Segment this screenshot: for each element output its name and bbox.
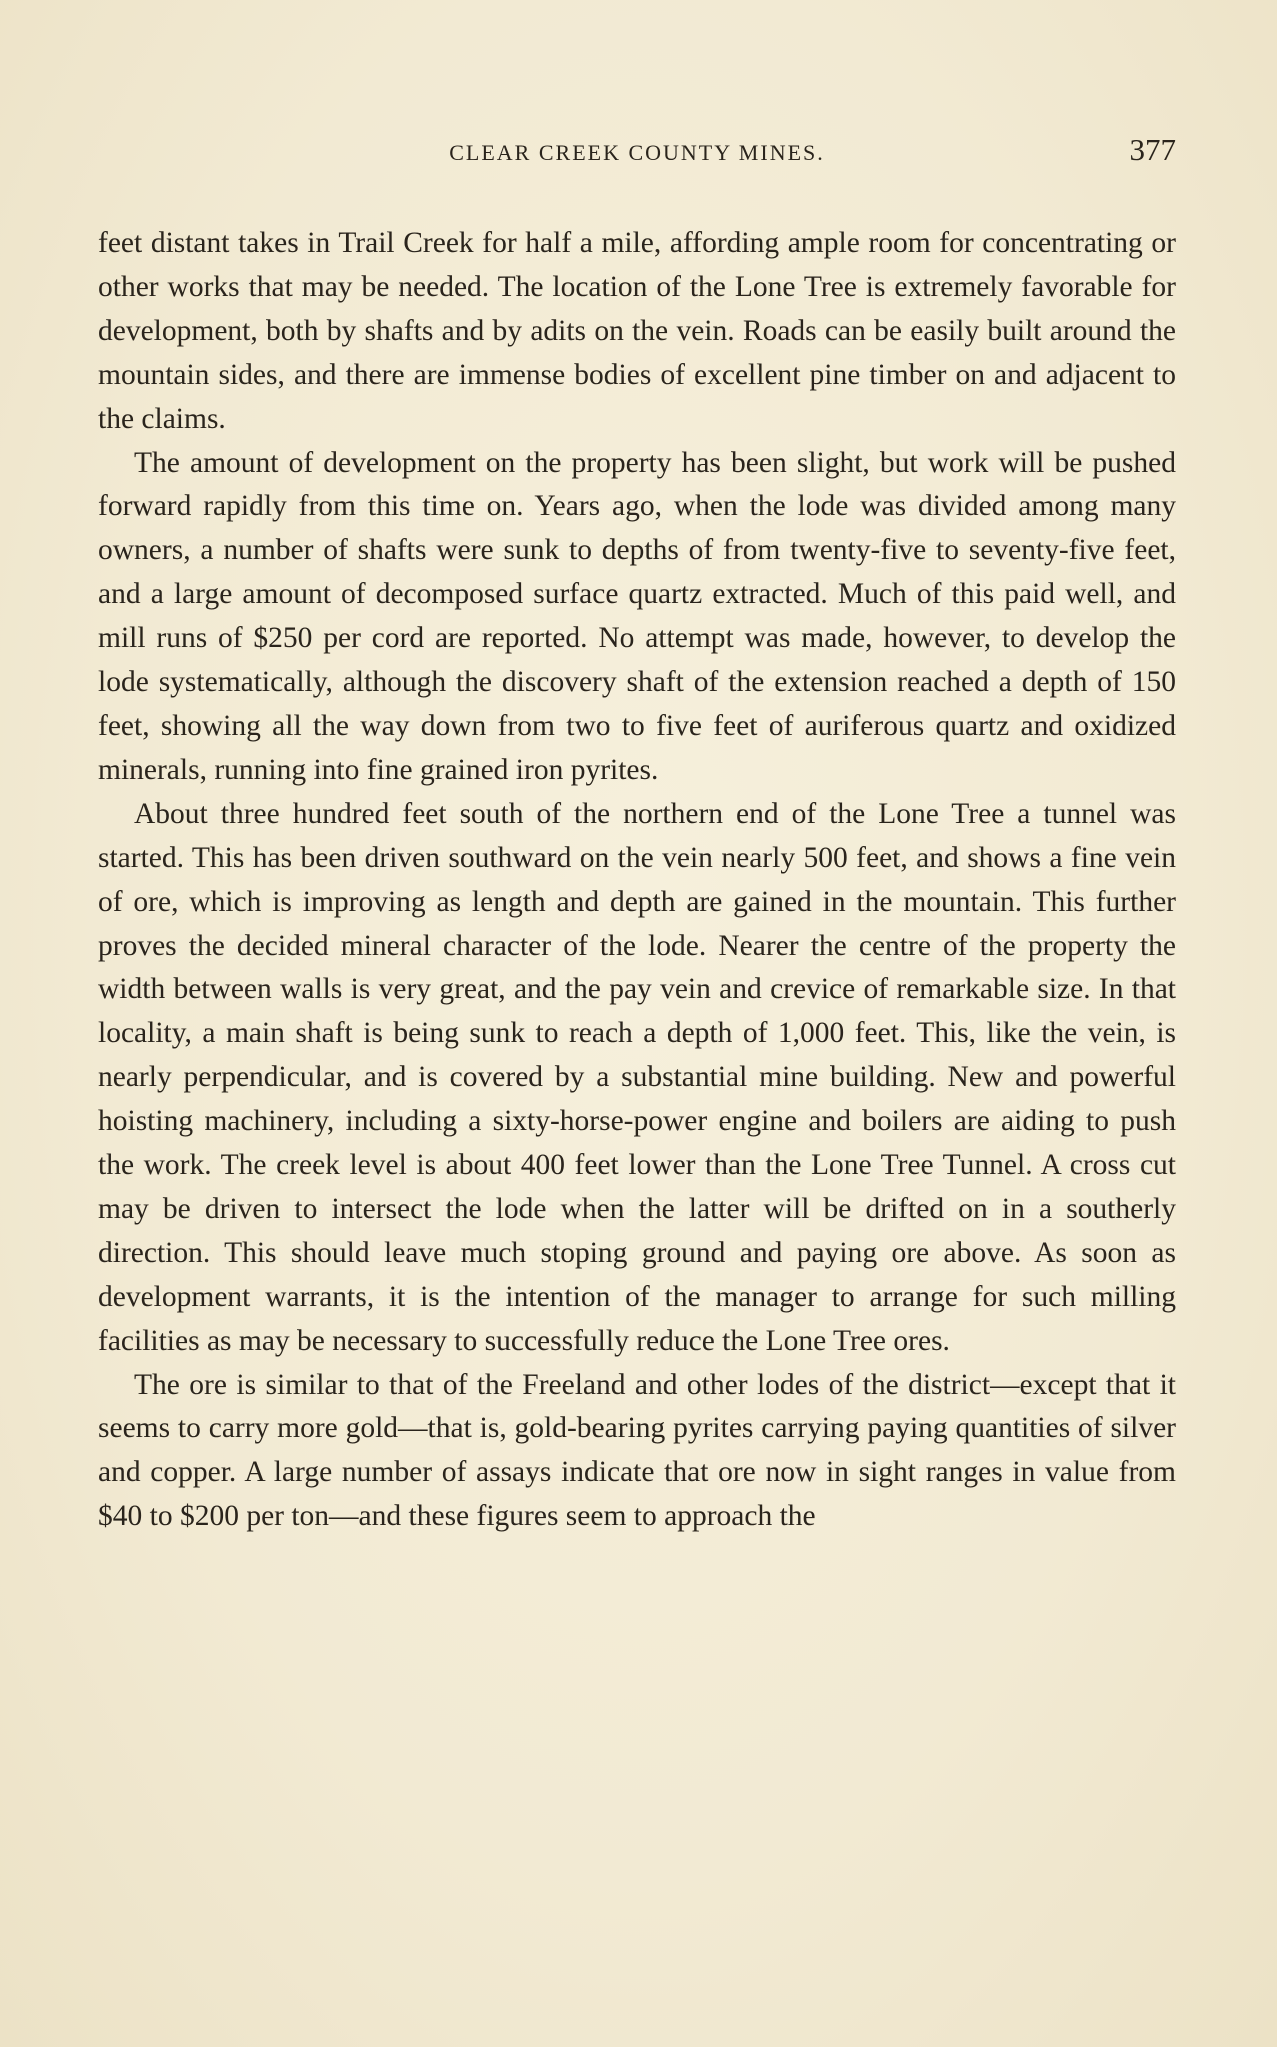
paragraph-1: feet distant takes in Trail Creek for half a mile, affording ample room for concentrating or other works that may be needed. The location of the Lone Tree is extremely favorable for development, both by shafts and by adits on the vein. Roads can be easily built around the mountain sides, and there are immense bodies of excellent pine timber on and adjacent to the claims. xyxy=(98,227,1176,435)
page-number: 377 xyxy=(1129,132,1176,167)
paragraph-2: The amount of development on the property has been slight, but work will be pushed forward rapidly from this time on. Years ago, when the lode was divided among many owners, a number of shafts were sunk to depths of from twenty-five to seventy-five feet, and a large amount of decomposed surface quartz extracted. Much of this paid well, and mill runs of $250 per cord are reported. No attempt was made, however, to develop the lode systematically, although the discovery shaft of the extension reached a depth of 150 feet, showing all the way down from two to five feet of auriferous quartz and oxidized minerals, running into fine grained iron pyrites. xyxy=(98,446,1176,786)
running-head: CLEAR CREEK COUNTY MINES. xyxy=(449,140,825,165)
page-header xyxy=(98,132,1176,176)
paragraph-3: About three hundred feet south of the northern end of the Lone Tree a tunnel was started. This has been driven southward on the vein nearly 500 feet, and shows a fine vein of ore, which is improving as length and depth are gained in the mountain. This further proves the decided mineral character of the lode. Nearer the centre of the property the width between walls is very great, and the pay vein and crevice of remarkable size. In that locality, a main shaft is being sunk to reach a depth of 1,000 feet. This, like the vein, is nearly perpendicular, and is covered by a substantial mine building. New and powerful hoisting machinery, including a sixty-horse-power engine and boilers are aiding to push the work. The creek level is about 400 feet lower than the Lone Tree Tunnel. A cross cut may be driven to intersect the lode when the latter will be drifted on in a southerly direction. This should leave much stoping ground and paying ore above. As soon as development warrants, it is the intention of the manager to arrange for such milling facilities as may be necessary to successfully reduce the Lone Tree ores. xyxy=(98,797,1176,1357)
body-text xyxy=(98,222,1176,1539)
paragraph-4: The ore is similar to that of the Freeland and other lodes of the district—except that it seems to carry more gold—that is, gold-bearing pyrites carrying paying quantities of silver and copper. A large number of assays indicate that ore now in sight ranges in value from $40 to $200 per ton—and these figures seem to approach the xyxy=(98,1368,1176,1533)
